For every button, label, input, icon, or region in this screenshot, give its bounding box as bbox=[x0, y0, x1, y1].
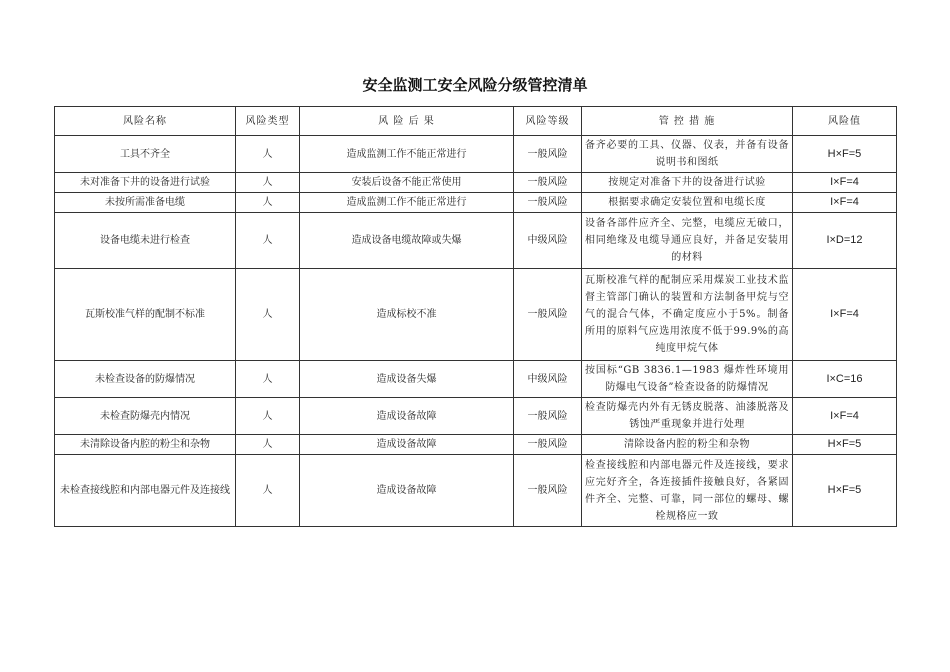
control-measure-cell: 设备各部件应齐全、完整，电缆应无破口，相同绝缘及电缆导通应良好，并备足安装用的材料 bbox=[582, 213, 793, 269]
column-header-risk-value: 风险值 bbox=[793, 107, 897, 136]
table-header-row bbox=[55, 107, 897, 136]
risk-value-cell: I×F=4 bbox=[793, 173, 897, 193]
column-header-consequence: 风 险 后 果 bbox=[300, 107, 514, 136]
risk-level-cell: 一般风险 bbox=[514, 136, 582, 173]
risk-level-cell: 一般风险 bbox=[514, 435, 582, 455]
risk-name-cell: 工具不齐全 bbox=[55, 136, 236, 173]
risk-value-cell: I×D=12 bbox=[793, 213, 897, 269]
control-measure-cell: 按规定对准备下井的设备进行试验 bbox=[582, 173, 793, 193]
risk-type-cell: 人 bbox=[236, 193, 300, 213]
column-header-risk-level: 风险等级 bbox=[514, 107, 582, 136]
table-row bbox=[55, 136, 897, 173]
table-row bbox=[55, 193, 897, 213]
consequence-cell: 造成监测工作不能正常进行 bbox=[300, 136, 514, 173]
risk-name-cell: 未按所需准备电缆 bbox=[55, 193, 236, 213]
risk-name-cell: 未检查设备的防爆情况 bbox=[55, 361, 236, 398]
risk-level-cell: 中级风险 bbox=[514, 213, 582, 269]
risk-level-cell: 一般风险 bbox=[514, 193, 582, 213]
risk-value-cell: I×F=4 bbox=[793, 193, 897, 213]
risk-name-cell: 设备电缆未进行检查 bbox=[55, 213, 236, 269]
risk-type-cell: 人 bbox=[236, 173, 300, 193]
risk-type-cell: 人 bbox=[236, 455, 300, 527]
table-row bbox=[55, 455, 897, 527]
control-measure-cell: 备齐必要的工具、仪器、仪表，并备有设备说明书和图纸 bbox=[582, 136, 793, 173]
page-title: 安全监测工安全风险分级管控清单 bbox=[362, 76, 588, 94]
risk-value-cell: I×F=4 bbox=[793, 398, 897, 435]
column-header-risk-type: 风险类型 bbox=[236, 107, 300, 136]
consequence-cell: 造成设备故障 bbox=[300, 455, 514, 527]
table-row bbox=[55, 398, 897, 435]
table-row bbox=[55, 435, 897, 455]
risk-control-table bbox=[54, 106, 897, 527]
control-measure-cell: 清除设备内腔的粉尘和杂物 bbox=[582, 435, 793, 455]
table-row bbox=[55, 213, 897, 269]
risk-value-cell: I×F=4 bbox=[793, 269, 897, 361]
risk-level-cell: 一般风险 bbox=[514, 269, 582, 361]
control-measure-cell: 检查接线腔和内部电器元件及连接线，要求应完好齐全，各连接插件接触良好，各紧固件齐全、完整、可靠，同一部位的螺母、螺栓规格应一致 bbox=[582, 455, 793, 527]
risk-type-cell: 人 bbox=[236, 398, 300, 435]
risk-value-cell: I×C=16 bbox=[793, 361, 897, 398]
risk-name-cell: 未清除设备内腔的粉尘和杂物 bbox=[55, 435, 236, 455]
control-measure-cell: 检查防爆壳内外有无锈皮脱落、油漆脱落及锈蚀严重现象并进行处理 bbox=[582, 398, 793, 435]
consequence-cell: 造成设备失爆 bbox=[300, 361, 514, 398]
risk-level-cell: 一般风险 bbox=[514, 398, 582, 435]
consequence-cell: 造成标校不准 bbox=[300, 269, 514, 361]
risk-type-cell: 人 bbox=[236, 269, 300, 361]
risk-name-cell: 瓦斯校准气样的配制不标准 bbox=[55, 269, 236, 361]
risk-name-cell: 未检查防爆壳内情况 bbox=[55, 398, 236, 435]
risk-type-cell: 人 bbox=[236, 435, 300, 455]
risk-level-cell: 一般风险 bbox=[514, 173, 582, 193]
risk-type-cell: 人 bbox=[236, 213, 300, 269]
risk-name-cell: 未对准备下井的设备进行试验 bbox=[55, 173, 236, 193]
control-measure-cell: 瓦斯校准气样的配制应采用煤炭工业技术监督主管部门确认的装置和方法制备甲烷与空气的混合气体，不确定度应小于5%。制备所用的原料气应选用浓度不低于99.9%的高纯度甲烷气体 bbox=[582, 269, 793, 361]
control-measure-cell: 根据要求确定安装位置和电缆长度 bbox=[582, 193, 793, 213]
column-header-risk-name: 风险名称 bbox=[55, 107, 236, 136]
risk-level-cell: 中级风险 bbox=[514, 361, 582, 398]
column-header-control-measure: 管 控 措 施 bbox=[582, 107, 793, 136]
consequence-cell: 造成监测工作不能正常进行 bbox=[300, 193, 514, 213]
risk-value-cell: H×F=5 bbox=[793, 435, 897, 455]
consequence-cell: 安装后设备不能正常使用 bbox=[300, 173, 514, 193]
risk-type-cell: 人 bbox=[236, 136, 300, 173]
risk-value-cell: H×F=5 bbox=[793, 455, 897, 527]
table-row bbox=[55, 173, 897, 193]
consequence-cell: 造成设备故障 bbox=[300, 398, 514, 435]
consequence-cell: 造成设备故障 bbox=[300, 435, 514, 455]
control-measure-cell: 按国标“GB 3836.1—1983 爆炸性环境用防爆电气设备”检查设备的防爆情况 bbox=[582, 361, 793, 398]
table-row bbox=[55, 269, 897, 361]
risk-value-cell: H×F=5 bbox=[793, 136, 897, 173]
risk-name-cell: 未检查接线腔和内部电器元件及连接线 bbox=[55, 455, 236, 527]
risk-level-cell: 一般风险 bbox=[514, 455, 582, 527]
risk-type-cell: 人 bbox=[236, 361, 300, 398]
consequence-cell: 造成设备电缆故障或失爆 bbox=[300, 213, 514, 269]
table-row bbox=[55, 361, 897, 398]
